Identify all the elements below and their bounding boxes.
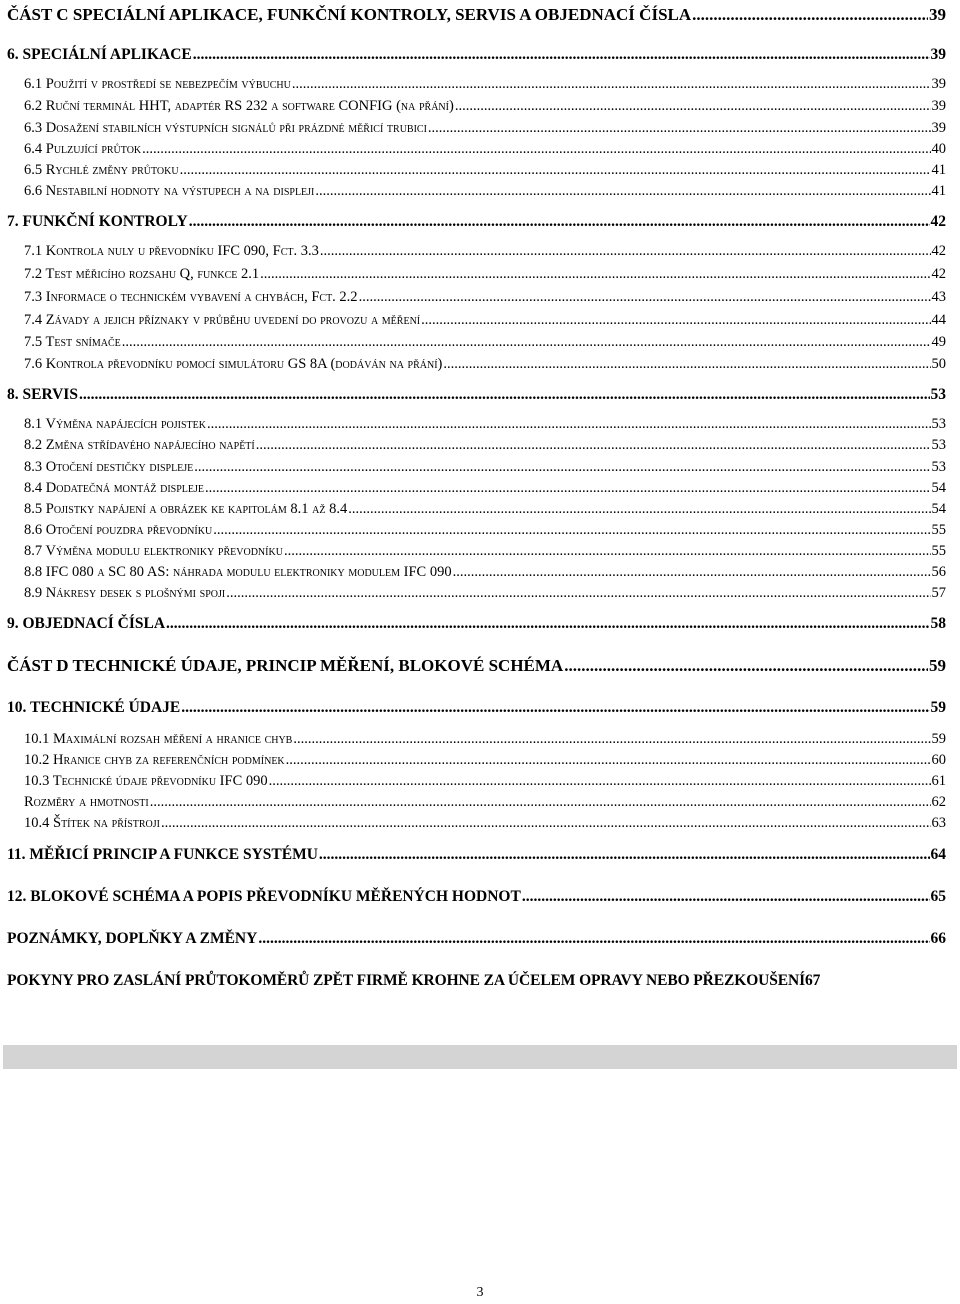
toc-entry-page: 66 [930, 930, 946, 947]
toc-entry-title: 8.9 Nákresy desek s plošnými spoji [24, 585, 226, 601]
toc-entry-title: 6. SPECIÁLNÍ APLIKACE [7, 46, 192, 63]
toc-entry-page: 40 [931, 141, 946, 157]
dot-leader [292, 76, 931, 93]
dot-leader [205, 480, 930, 497]
dot-leader [359, 289, 931, 306]
toc-entry-6-4[interactable] [7, 141, 946, 158]
toc-entry-page: 53 [931, 437, 946, 453]
toc-entry-notes[interactable] [7, 930, 946, 948]
toc-entry-title: 7.4 Závady a jejich příznaky v průběhu uvedení do provozu a měření [24, 312, 421, 328]
gray-divider-bar [3, 1045, 957, 1069]
dot-leader [258, 930, 929, 948]
toc-entry-page: 59 [930, 699, 946, 716]
toc-entry-6-5[interactable] [7, 162, 946, 179]
toc-entry-title: 8.3 Otočení destičky displeje [24, 459, 194, 475]
toc-entry-page: 62 [931, 794, 946, 810]
toc-entry-page: 53 [930, 386, 946, 403]
toc-entry-title: 6.6 Nestabilní hodnoty na výstupech a na displeji [24, 183, 315, 199]
toc-entry-page: 59 [931, 731, 946, 747]
dot-leader [421, 312, 930, 329]
toc-entry-page: 39 [930, 46, 946, 63]
dot-leader [320, 243, 931, 260]
toc-entry-8-3[interactable] [7, 459, 946, 476]
dot-leader [293, 731, 930, 748]
toc-entry-title: 7.2 Test měřicího rozsahu Q, funkce 2.1 [24, 266, 260, 282]
toc-entry-8-6[interactable] [7, 522, 946, 539]
toc-entry-title: 10.1 Maximální rozsah měření a hranice chyb [24, 731, 293, 747]
toc-entry-page: 41 [931, 162, 946, 178]
toc-entry-title: POKYNY PRO ZASLÁNÍ PRŮTOKOMĚRŮ ZPĚT FIRMĚ KROHNE ZA ÚČELEM OPRAVY NEBO PŘEZKOUŠENÍ [7, 972, 806, 989]
toc-entry-page: 55 [931, 543, 946, 559]
toc-entry-title: 9. OBJEDNACÍ ČÍSLA [7, 615, 166, 632]
toc-entry-return-instructions[interactable] [7, 972, 958, 990]
dot-leader [207, 416, 931, 433]
toc-entry-page: 65 [930, 888, 946, 905]
toc-entry-page: 54 [931, 480, 946, 496]
toc-entry-title: 10.4 Štítek na přístroji [24, 815, 160, 831]
toc-entry-page: 44 [931, 312, 946, 328]
toc-entry-title: 8.4 Dodatečná montáž displeje [24, 480, 205, 496]
toc-entry-title: 7.5 Test snímače [24, 334, 121, 350]
dot-leader [193, 46, 930, 64]
toc-entry-page: 54 [931, 501, 946, 517]
toc-entry-page: 53 [931, 416, 946, 432]
dot-leader [181, 699, 929, 717]
toc-entry-title: 6.5 Rychlé změny průtoku [24, 162, 179, 178]
toc-entry-page: 58 [930, 615, 946, 632]
toc-entry-page: 42 [930, 213, 946, 230]
toc-entry-10-1[interactable] [7, 731, 946, 748]
toc-entry-page: 61 [931, 773, 946, 789]
toc-entry-page: 60 [931, 752, 946, 768]
toc-entry-8-5[interactable] [7, 501, 946, 518]
toc-entry-dimensions[interactable] [7, 794, 946, 811]
toc-entry-title: 8.8 IFC 080 a SC 80 AS: náhrada modulu elektroniky modulem IFC 090 [24, 564, 452, 580]
page-number: 3 [476, 1285, 484, 1300]
toc-entry-10-2[interactable] [7, 752, 946, 769]
dot-leader [189, 213, 930, 231]
toc-entry-title: 6.1 Použití v prostředí se nebezpečím výbuchu [24, 76, 291, 92]
toc-entry-part-d[interactable] [7, 656, 946, 676]
toc-entry-part-c[interactable] [7, 5, 946, 25]
toc-entry-8-1[interactable] [7, 416, 946, 433]
toc-entry-page: 50 [931, 356, 946, 372]
toc-entry-title: 8.1 Výměna napájecích pojistek [24, 416, 206, 432]
toc-entry-6-2[interactable] [7, 98, 946, 115]
dot-leader [455, 98, 931, 115]
toc-entry-10[interactable] [7, 699, 946, 717]
toc-entry-title: 8.7 Výměna modulu elektroniky převodníku [24, 543, 283, 559]
toc-entry-7[interactable] [7, 213, 946, 231]
toc-entry-title: 8.2 Změna střídavého napájecího napětí [24, 437, 255, 453]
toc-entry-page: 53 [931, 459, 946, 475]
dot-leader [194, 459, 930, 476]
dot-leader [142, 141, 930, 158]
toc-entry-page: 39 [931, 120, 946, 136]
toc-entry-title: 10.2 Hranice chyb za referenčních podmínek [24, 752, 285, 768]
toc-entry-page: 55 [931, 522, 946, 538]
dot-leader [692, 5, 928, 25]
dot-leader [319, 846, 930, 864]
toc-entry-title: 10. TECHNICKÉ ÚDAJE [7, 699, 181, 716]
toc-entry-title: 10.3 Technické údaje převodníku IFC 090 [24, 773, 268, 789]
toc-entry-8-2[interactable] [7, 437, 946, 454]
dot-leader [284, 543, 931, 560]
toc-entry-title: 12. BLOKOVÉ SCHÉMA A POPIS PŘEVODNÍKU MĚŘENÝCH HODNOT [7, 888, 521, 905]
toc-entry-title: 6.2 Ruční terminál HHT, adaptér RS 232 a software CONFIG (na přání) [24, 98, 454, 114]
dot-leader [428, 120, 931, 137]
toc-entry-6-3[interactable] [7, 120, 946, 137]
toc-entry-page: 57 [931, 585, 946, 601]
toc-entry-8-9[interactable] [7, 585, 946, 602]
toc-entry-page: 39 [931, 98, 946, 114]
toc-entry-page: 41 [931, 183, 946, 199]
toc-entry-title: 8.6 Otočení pouzdra převodníku [24, 522, 213, 538]
dot-leader [269, 773, 931, 790]
toc-entry-title: 8.5 Pojistky napájení a obrázek ke kapitolám 8.1 až 8.4 [24, 501, 348, 517]
dot-leader [150, 794, 931, 811]
toc-entry-7-1[interactable] [7, 243, 946, 260]
toc-entry-title: ČÁST C SPECIÁLNÍ APLIKACE, FUNKČNÍ KONTROLY, SERVIS A OBJEDNACÍ ČÍSLA [7, 5, 692, 24]
dot-leader [522, 888, 930, 906]
toc-entry-6-6[interactable] [7, 183, 946, 200]
toc-entry-page: 39 [931, 76, 946, 92]
toc-entry-7-2[interactable] [7, 266, 946, 283]
toc-entry-8-8[interactable] [7, 564, 946, 581]
toc-entry-7-4[interactable] [7, 312, 946, 329]
toc-entry-title: POZNÁMKY, DOPLŇKY A ZMĚNY [7, 930, 258, 947]
toc-entry-page: 49 [931, 334, 946, 350]
toc-entry-page: 59 [929, 656, 946, 675]
dot-leader [315, 183, 930, 200]
toc-entry-7-3[interactable] [7, 289, 946, 306]
toc-entry-title: 6.3 Dosažení stabilních výstupních signálů při prázdné měřicí trubici [24, 120, 427, 136]
dot-leader [453, 564, 931, 581]
toc-entry-10-3[interactable] [7, 773, 946, 790]
toc-entry-title: 7.1 Kontrola nuly u převodníku IFC 090, Fct. 3.3 [24, 243, 319, 259]
toc-entry-10-4[interactable] [7, 815, 946, 832]
dot-leader [443, 356, 930, 373]
dot-leader [122, 334, 931, 351]
toc-entry-title: 11. MĚŘICÍ PRINCIP A FUNKCE SYSTÉMU [7, 846, 318, 863]
dot-leader [79, 386, 930, 404]
dot-leader [161, 815, 931, 832]
dot-leader [226, 585, 930, 602]
dot-leader [166, 615, 929, 633]
toc-entry-12[interactable] [7, 888, 946, 906]
toc-entry-page: 42 [931, 266, 946, 282]
dot-leader [564, 656, 928, 676]
toc-entry-title: ČÁST D TECHNICKÉ ÚDAJE, PRINCIP MĚŘENÍ, BLOKOVÉ SCHÉMA [7, 656, 564, 675]
toc-entry-page: 42 [931, 243, 946, 259]
toc-entry-11[interactable] [7, 846, 946, 864]
toc-entry-page: 39 [929, 5, 946, 24]
dot-leader [180, 162, 931, 179]
toc-entry-page: 67 [805, 972, 821, 989]
toc-entry-title: 6.4 Pulzující průtok [24, 141, 142, 157]
toc-entry-title: 7.3 Informace o technickém vybavení a chybách, Fct. 2.2 [24, 289, 358, 305]
toc-entry-page: 43 [931, 289, 946, 305]
toc-entry-title: Rozměry a hmotnosti [24, 794, 149, 810]
toc-entry-7-6[interactable] [7, 356, 946, 373]
toc-entry-6-1[interactable] [7, 76, 946, 93]
dot-leader [256, 437, 931, 454]
toc-entry-title: 7.6 Kontrola převodníku pomocí simulátoru GS 8A (dodáván na přání) [24, 356, 443, 372]
toc-entry-8[interactable] [7, 386, 946, 404]
toc-entry-page: 63 [931, 815, 946, 831]
toc-entry-6[interactable] [7, 46, 946, 64]
dot-leader [286, 752, 931, 769]
toc-entry-title: 7. FUNKČNÍ KONTROLY [7, 213, 188, 230]
toc-entry-8-7[interactable] [7, 543, 946, 560]
dot-leader [213, 522, 930, 539]
toc-entry-title: 8. SERVIS [7, 386, 78, 403]
toc-entry-8-4[interactable] [7, 480, 946, 497]
dot-leader [348, 501, 930, 518]
toc-entry-9[interactable] [7, 615, 946, 633]
toc-entry-7-5[interactable] [7, 334, 946, 351]
toc-entry-page: 56 [931, 564, 946, 580]
toc-entry-page: 64 [930, 846, 946, 863]
dot-leader [260, 266, 930, 283]
